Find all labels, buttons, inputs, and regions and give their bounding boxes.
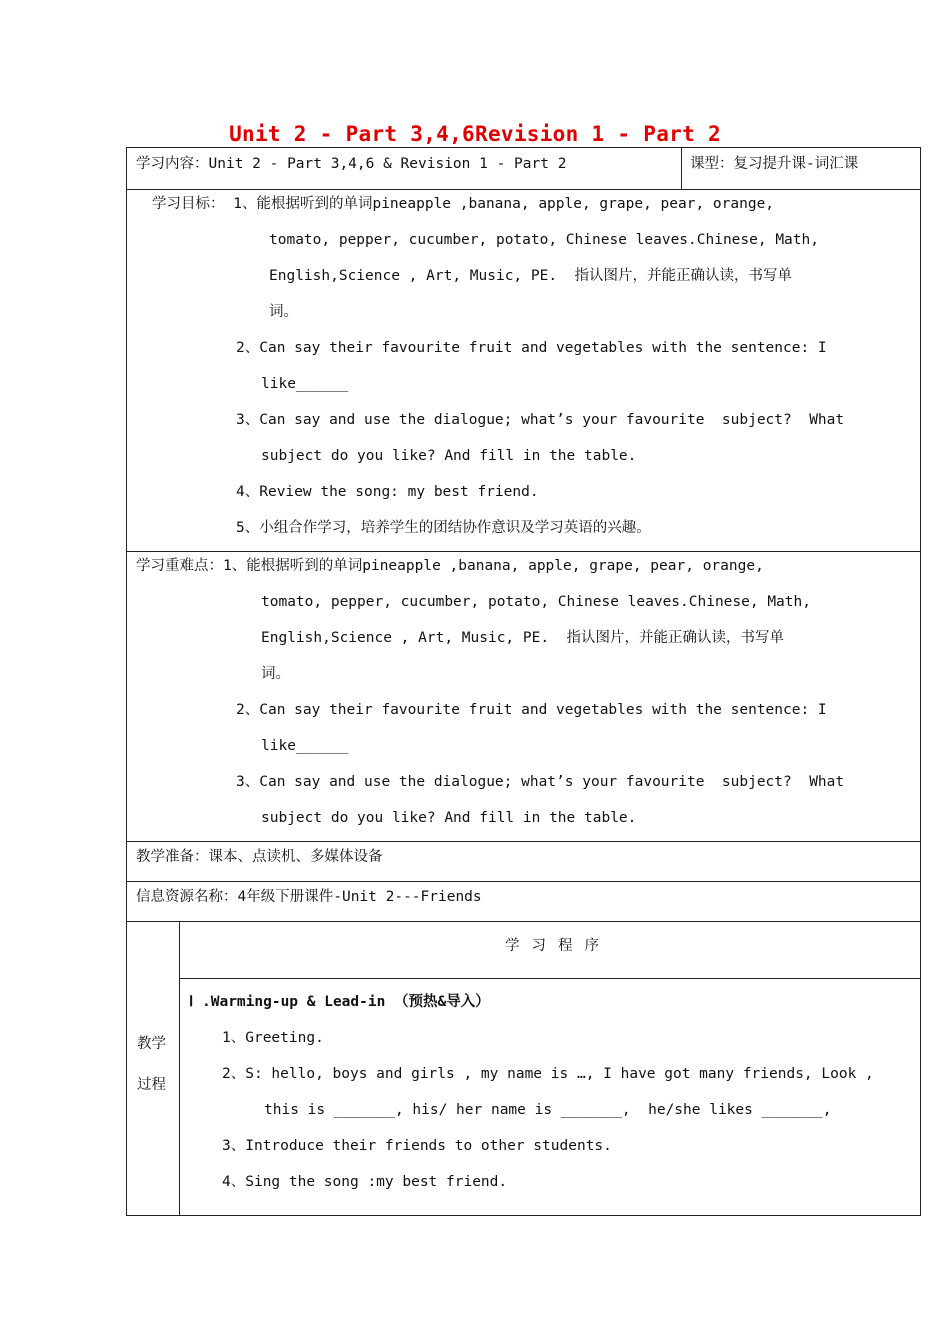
objectives-line: 3、Can say and use the dialogue; what’s your favourite subject? What bbox=[236, 412, 845, 428]
preparation-cell: 教学准备：课本、点读机、多媒体设备 bbox=[136, 849, 383, 865]
objectives-line: 词。 bbox=[269, 304, 298, 320]
process-side-label: 过程 bbox=[137, 1077, 166, 1093]
table-border bbox=[126, 841, 921, 842]
table-border bbox=[126, 551, 921, 552]
section-title: Ⅰ .Warming-up & Lead-in （预热&导入） bbox=[189, 994, 490, 1010]
table-border bbox=[920, 147, 921, 1216]
table-border bbox=[180, 978, 921, 979]
resource-cell: 信息资源名称：4年级下册课件-Unit 2---Friends bbox=[136, 889, 482, 905]
step-item: 2、S: hello, boys and girls , my name is …, I have got many friends, Look , bbox=[222, 1066, 874, 1082]
table-border bbox=[126, 147, 127, 1216]
lesson-type-cell: 课型：复习提升课-词汇课 bbox=[690, 156, 859, 172]
key-points-line: English,Science , Art, Music, PE. 指认图片，并能正确认读，书写单 bbox=[261, 630, 785, 646]
step-item: 1、Greeting. bbox=[222, 1030, 324, 1046]
objectives-line: 5、小组合作学习，培养学生的团结协作意识及学习英语的兴趣。 bbox=[236, 520, 651, 536]
key-points-line: 3、Can say and use the dialogue; what’s your favourite subject? What bbox=[236, 774, 845, 790]
process-side-label: 教学 bbox=[137, 1036, 166, 1052]
key-points-line: tomato, pepper, cucumber, potato, Chinese leaves.Chinese, Math, bbox=[261, 594, 811, 610]
step-item: this is _______, his/ her name is _______, he/she likes _______, bbox=[264, 1102, 832, 1118]
table-border bbox=[126, 881, 921, 882]
objectives-line: 2、Can say their favourite fruit and vegetables with the sentence: I bbox=[236, 340, 827, 356]
key-points-line: 词。 bbox=[261, 666, 290, 682]
objectives-line: tomato, pepper, cucumber, potato, Chinese leaves.Chinese, Math, bbox=[269, 232, 819, 248]
table-border bbox=[126, 147, 921, 148]
key-points-line: subject do you like? And fill in the table. bbox=[261, 810, 637, 826]
table-border bbox=[681, 147, 682, 190]
step-item: 4、Sing the song :my best friend. bbox=[222, 1174, 508, 1190]
key-points-line: like______ bbox=[261, 738, 349, 754]
key-points-line: 学习重难点：1、能根据听到的单词pineapple ,banana, apple, grape, pear, orange, bbox=[136, 558, 764, 574]
key-points-line: 2、Can say their favourite fruit and vegetables with the sentence: I bbox=[236, 702, 827, 718]
table-border bbox=[179, 921, 180, 1216]
table-border bbox=[126, 1215, 921, 1216]
objectives-line: like______ bbox=[261, 376, 349, 392]
step-item: 3、Introduce their friends to other students. bbox=[222, 1138, 612, 1154]
content-cell: 学习内容：Unit 2 - Part 3,4,6 & Revision 1 - Part 2 bbox=[136, 156, 567, 172]
document-title: Unit 2 - Part 3,4,6Revision 1 - Part 2 bbox=[229, 122, 721, 146]
table-border bbox=[126, 189, 921, 190]
objectives-line: 学习目标： 1、能根据听到的单词pineapple ,banana, apple, grape, pear, orange, bbox=[152, 196, 775, 212]
process-heading: 学习程序 bbox=[505, 938, 611, 954]
objectives-line: 4、Review the song: my best friend. bbox=[236, 484, 539, 500]
objectives-line: subject do you like? And fill in the table. bbox=[261, 448, 637, 464]
objectives-line: English,Science , Art, Music, PE. 指认图片，并能正确认读，书写单 bbox=[269, 268, 793, 284]
table-border bbox=[126, 921, 921, 922]
